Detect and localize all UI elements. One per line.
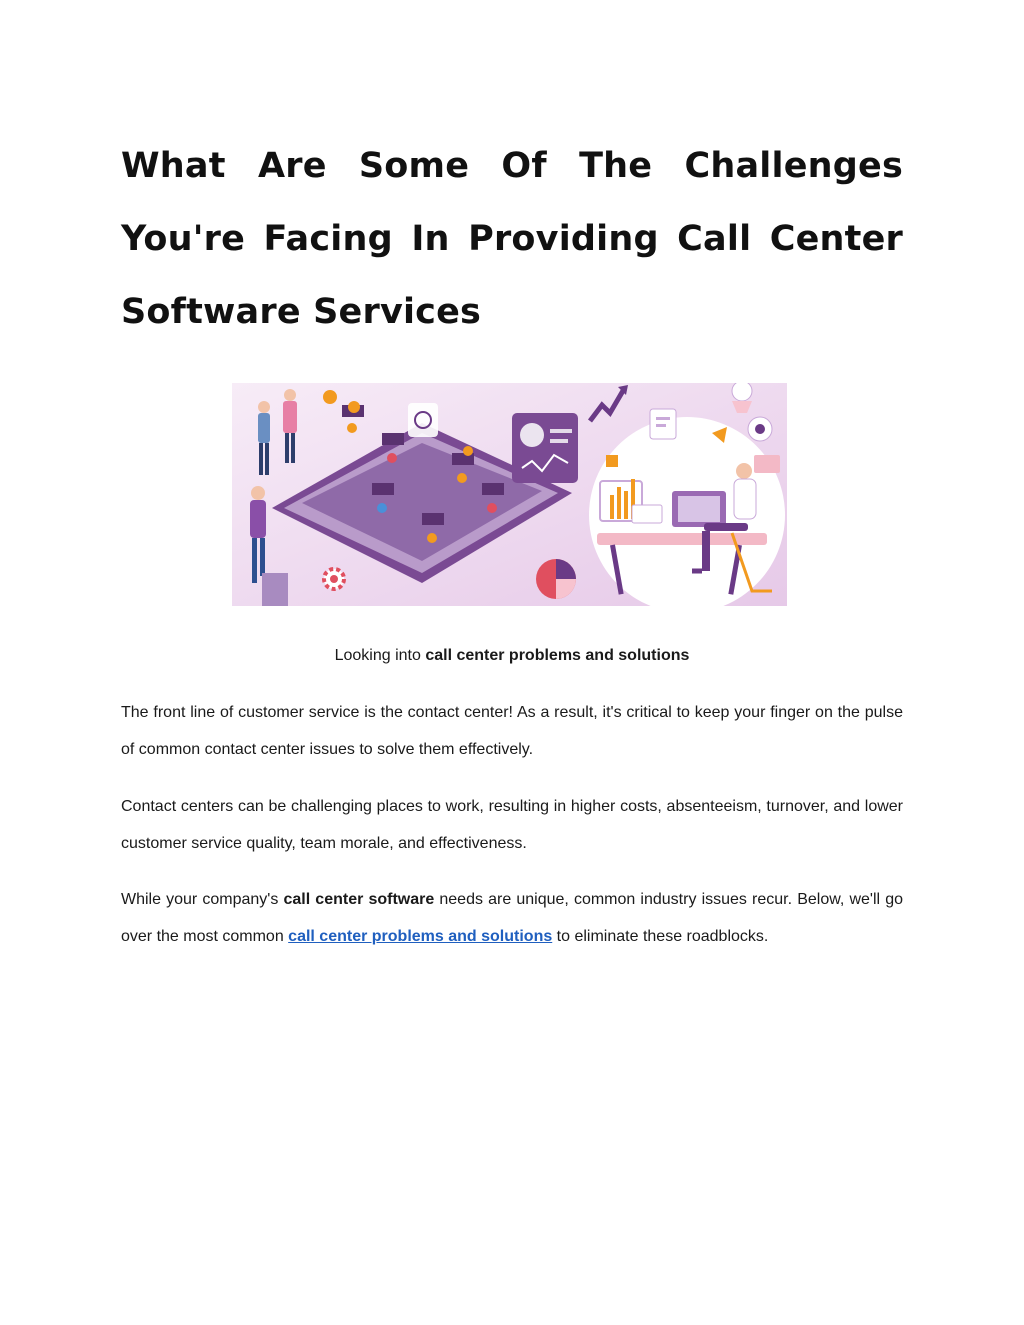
paragraph-software-part2: needs are unique, common industry issues recur. Below, we'll go over the most common	[121, 891, 903, 945]
paragraph-software	[121, 881, 903, 955]
problems-solutions-link[interactable]: call center problems and solutions	[288, 928, 553, 945]
call-center-illustration	[232, 383, 787, 606]
image-caption	[0, 645, 1024, 667]
pie-decoration	[536, 559, 576, 599]
caption-bold: call center problems and solutions	[425, 647, 690, 664]
bold-call-center-software: call center software	[283, 891, 435, 908]
gear-icon	[324, 569, 344, 589]
paragraph-software-part3: to eliminate these roadblocks.	[552, 928, 769, 945]
page-title: What Are Some Of The Challenges You're Facing In Providing Call Center Software Services	[121, 146, 903, 332]
paragraph-software-part1: While your company's	[121, 891, 284, 908]
caption-prefix: Looking into	[334, 647, 426, 664]
paragraph-intro: The front line of customer service is the contact center! As a result, it's critical to keep your finger on the pulse of common contact center issues to solve them effectively.	[121, 704, 903, 758]
paragraph-challenges: Contact centers can be challenging places to work, resulting in higher costs, absenteeism, turnover, and lower customer service quality, team morale, and effectiveness.	[121, 798, 903, 852]
